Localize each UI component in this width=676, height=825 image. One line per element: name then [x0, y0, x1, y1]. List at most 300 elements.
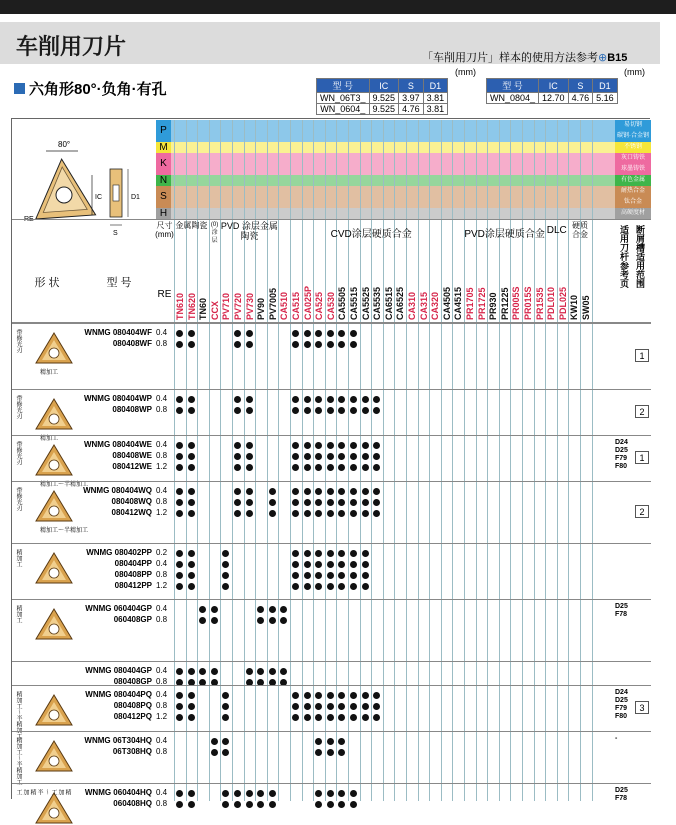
- availability-mark: [222, 737, 229, 748]
- dlc-header: DLC: [546, 225, 567, 236]
- top-bar: [0, 0, 676, 14]
- stock-dot-icon: [234, 464, 241, 471]
- availability-mark: [269, 800, 276, 811]
- stock-dot-icon: [362, 407, 369, 414]
- dim-header: S: [399, 79, 424, 93]
- stock-dot-icon: [188, 407, 195, 414]
- holder-header: 适用刀杆参考页: [619, 225, 629, 288]
- dim-row: [317, 104, 448, 115]
- stock-dot-icon: [269, 790, 276, 797]
- availability-mark: [199, 605, 206, 616]
- stock-dot-icon: [338, 330, 345, 337]
- feature-label: 带修光刃: [15, 329, 21, 353]
- availability-mark: [338, 329, 345, 340]
- material-label: 球墨铸铁: [615, 164, 651, 175]
- re-value: 0.8: [156, 701, 168, 710]
- grade-name-pr1705: PR1705: [465, 287, 475, 320]
- re-value: 1.2: [156, 462, 168, 471]
- stock-dot-icon: [234, 510, 241, 517]
- dimension-table-1: [316, 78, 448, 115]
- stock-dot-icon: [327, 692, 334, 699]
- availability-mark: [188, 406, 195, 417]
- material-band-s: [171, 186, 615, 208]
- availability-mark: [327, 800, 334, 811]
- holder-reference: D25 F78: [615, 787, 628, 802]
- dim-cell: 12.70: [539, 93, 569, 104]
- grade-name-ca5525: CA5525: [360, 286, 371, 320]
- re-value: 1.2: [156, 508, 168, 517]
- stock-dot-icon: [362, 396, 369, 403]
- availability-mark: [211, 667, 218, 678]
- reference-note: [422, 49, 627, 65]
- availability-mark: [222, 713, 229, 724]
- availability-mark: [176, 549, 183, 560]
- stock-dot-icon: [188, 714, 195, 721]
- availability-mark: [362, 487, 369, 498]
- availability-mark: [176, 487, 183, 498]
- stock-dot-icon: [362, 550, 369, 557]
- stock-dot-icon: [292, 703, 299, 710]
- stock-dot-icon: [176, 703, 183, 710]
- stock-dot-icon: [350, 453, 357, 460]
- availability-mark: [211, 605, 218, 616]
- iso-letter-s: S: [156, 186, 171, 208]
- grade-name-ca4515: CA4515: [453, 286, 464, 320]
- availability-mark: [373, 452, 380, 463]
- feature-label: 精加工～半精加工: [15, 691, 21, 739]
- availability-mark: [327, 571, 334, 582]
- stock-dot-icon: [338, 692, 345, 699]
- stock-dot-icon: [292, 499, 299, 506]
- availability-mark: [338, 549, 345, 560]
- dim-header: 型 号: [487, 79, 539, 93]
- availability-mark: [304, 395, 311, 406]
- cbn-header: (0) 涂层: [210, 222, 219, 244]
- stock-dot-icon: [362, 499, 369, 506]
- range-badge[interactable]: 3: [635, 701, 649, 714]
- availability-mark: [362, 406, 369, 417]
- stock-dot-icon: [338, 583, 345, 590]
- availability-mark: [234, 395, 241, 406]
- re-value: 0.8: [156, 497, 168, 506]
- availability-mark: [315, 702, 322, 713]
- dim-row: [317, 93, 448, 104]
- stock-dot-icon: [350, 703, 357, 710]
- stock-dot-icon: [269, 499, 276, 506]
- model-code: WNMG 080404WQ: [83, 486, 152, 495]
- grade-name-ca5515: CA5515: [349, 286, 359, 320]
- availability-mark: [350, 441, 357, 452]
- availability-mark: [246, 487, 253, 498]
- material-label: 钛合金: [615, 197, 651, 208]
- availability-mark: [246, 441, 253, 452]
- stock-dot-icon: [234, 330, 241, 337]
- availability-mark: [362, 452, 369, 463]
- dim-cell: WN_0804_: [487, 93, 539, 104]
- availability-mark: [222, 571, 229, 582]
- stock-dot-icon: [327, 790, 334, 797]
- stock-dot-icon: [188, 396, 195, 403]
- grade-name-pr005s: PR005S: [511, 286, 522, 320]
- stock-dot-icon: [304, 341, 311, 348]
- re-value: 0.4: [156, 604, 168, 613]
- availability-mark: [373, 691, 380, 702]
- stock-dot-icon: [176, 550, 183, 557]
- stock-dot-icon: [338, 749, 345, 756]
- stock-dot-icon: [211, 738, 218, 745]
- dim-header: IC: [369, 79, 399, 93]
- availability-mark: [304, 452, 311, 463]
- stock-dot-icon: [327, 801, 334, 808]
- availability-mark: [188, 691, 195, 702]
- availability-mark: [292, 560, 299, 571]
- re-value: 0.4: [156, 559, 168, 568]
- stock-dot-icon: [327, 453, 334, 460]
- stock-dot-icon: [373, 499, 380, 506]
- availability-mark: [269, 487, 276, 498]
- stock-dot-icon: [246, 330, 253, 337]
- grade-name-ca025p: CA025P: [302, 285, 313, 320]
- iso-letter-p: P: [156, 120, 171, 142]
- availability-mark: [199, 616, 206, 627]
- grade-name-pv720: PV720: [233, 292, 243, 320]
- stock-dot-icon: [188, 550, 195, 557]
- stock-dot-icon: [338, 453, 345, 460]
- availability-mark: [234, 329, 241, 340]
- stock-dot-icon: [304, 453, 311, 460]
- pvd-carbide-header: PVD涂层硬质合金: [464, 229, 545, 240]
- reference-page[interactable]: B15: [607, 52, 628, 64]
- feature-label: 带修光刃: [15, 395, 21, 419]
- stock-dot-icon: [257, 617, 264, 624]
- grade-name-pv90: PV90: [256, 297, 267, 320]
- availability-mark: [269, 616, 276, 627]
- cermet-header: 金属陶瓷: [175, 221, 208, 230]
- stock-dot-icon: [338, 442, 345, 449]
- holder-reference: D24 D25 F79 F80: [615, 439, 628, 470]
- stock-dot-icon: [315, 330, 322, 337]
- stock-dot-icon: [350, 550, 357, 557]
- stock-dot-icon: [315, 749, 322, 756]
- availability-mark: [315, 395, 322, 406]
- availability-mark: [280, 616, 287, 627]
- stock-dot-icon: [188, 572, 195, 579]
- insert-shape-icon: [34, 331, 74, 365]
- model-code: 080408WQ: [111, 497, 152, 506]
- availability-mark: [211, 616, 218, 627]
- stock-dot-icon: [176, 464, 183, 471]
- material-band-k: [171, 153, 615, 175]
- holder-reference: -: [615, 735, 618, 742]
- availability-mark: [188, 571, 195, 582]
- stock-dot-icon: [373, 453, 380, 460]
- stock-dot-icon: [222, 801, 229, 808]
- insert-shape-icon: [34, 607, 74, 641]
- re-value: 0.8: [156, 677, 168, 686]
- availability-mark: [304, 441, 311, 452]
- dim-header: D1: [593, 79, 618, 93]
- model-code: 080404PP: [114, 559, 152, 568]
- stock-dot-icon: [292, 488, 299, 495]
- availability-mark: [350, 691, 357, 702]
- stock-dot-icon: [315, 464, 322, 471]
- availability-mark: [222, 582, 229, 593]
- availability-mark: [373, 441, 380, 452]
- stock-dot-icon: [373, 407, 380, 414]
- stock-dot-icon: [304, 464, 311, 471]
- stock-dot-icon: [246, 499, 253, 506]
- stock-dot-icon: [246, 341, 253, 348]
- availability-mark: [176, 800, 183, 811]
- availability-mark: [338, 395, 345, 406]
- availability-mark: [292, 713, 299, 724]
- stock-dot-icon: [211, 617, 218, 624]
- stock-dot-icon: [338, 396, 345, 403]
- material-label: 不锈钢: [615, 142, 651, 153]
- stock-dot-icon: [234, 801, 241, 808]
- insert-shape-icon: [34, 443, 74, 477]
- availability-mark: [234, 340, 241, 351]
- availability-mark: [176, 452, 183, 463]
- grade-name-ca5535: CA5535: [372, 286, 383, 320]
- availability-mark: [315, 340, 322, 351]
- stock-dot-icon: [304, 488, 311, 495]
- stock-dot-icon: [327, 510, 334, 517]
- availability-mark: [176, 667, 183, 678]
- availability-mark: [350, 329, 357, 340]
- availability-mark: [362, 463, 369, 474]
- re-value: 0.4: [156, 690, 168, 699]
- availability-mark: [304, 340, 311, 351]
- stock-dot-icon: [315, 738, 322, 745]
- availability-mark: [234, 441, 241, 452]
- stock-dot-icon: [362, 561, 369, 568]
- pvd-cermet-header: PVD 涂层金属陶瓷: [220, 221, 278, 241]
- dimension-table-2: [486, 78, 618, 104]
- stock-dot-icon: [176, 330, 183, 337]
- availability-mark: [188, 452, 195, 463]
- stock-dot-icon: [350, 510, 357, 517]
- stock-dot-icon: [176, 510, 183, 517]
- stock-dot-icon: [350, 692, 357, 699]
- stock-dot-icon: [176, 453, 183, 460]
- stock-dot-icon: [362, 703, 369, 710]
- availability-mark: [188, 549, 195, 560]
- stock-dot-icon: [222, 738, 229, 745]
- availability-mark: [246, 340, 253, 351]
- stock-dot-icon: [350, 488, 357, 495]
- availability-mark: [269, 605, 276, 616]
- stock-dot-icon: [338, 714, 345, 721]
- stock-dot-icon: [292, 464, 299, 471]
- stock-dot-icon: [362, 464, 369, 471]
- model-code: WNMG 060404GP: [85, 604, 152, 613]
- model-code: 080412PP: [114, 581, 152, 590]
- stock-dot-icon: [362, 488, 369, 495]
- availability-mark: [373, 702, 380, 713]
- availability-mark: [373, 395, 380, 406]
- feature-label: 精加工～半精加工: [15, 737, 21, 785]
- availability-mark: [211, 748, 218, 759]
- stock-dot-icon: [188, 583, 195, 590]
- model-code: 080408PP: [114, 570, 152, 579]
- availability-mark: [176, 560, 183, 571]
- feature-label: 精加工: [15, 549, 21, 567]
- availability-mark: [315, 789, 322, 800]
- stock-dot-icon: [338, 464, 345, 471]
- availability-mark: [327, 487, 334, 498]
- stock-dot-icon: [362, 510, 369, 517]
- s-label: S: [113, 230, 118, 237]
- stock-dot-icon: [188, 499, 195, 506]
- availability-mark: [234, 789, 241, 800]
- stock-dot-icon: [327, 738, 334, 745]
- stock-dot-icon: [234, 488, 241, 495]
- re-value: 0.8: [156, 405, 168, 414]
- re-value: 0.8: [156, 451, 168, 460]
- stock-dot-icon: [269, 801, 276, 808]
- range-badge[interactable]: 2: [635, 405, 649, 418]
- stock-dot-icon: [315, 572, 322, 579]
- stock-dot-icon: [188, 510, 195, 517]
- stock-dot-icon: [315, 499, 322, 506]
- availability-mark: [373, 498, 380, 509]
- stock-dot-icon: [327, 714, 334, 721]
- availability-mark: [257, 605, 264, 616]
- availability-mark: [188, 498, 195, 509]
- feature-label: 精加工～半精加工: [15, 789, 70, 795]
- stock-dot-icon: [350, 583, 357, 590]
- re-value: 0.4: [156, 440, 168, 449]
- stock-dot-icon: [188, 341, 195, 348]
- stock-dot-icon: [338, 341, 345, 348]
- availability-mark: [373, 487, 380, 498]
- grade-name-pdl010: PDL010: [546, 286, 557, 320]
- re-value: 0.8: [156, 570, 168, 579]
- availability-mark: [327, 549, 334, 560]
- availability-mark: [315, 452, 322, 463]
- stock-dot-icon: [327, 703, 334, 710]
- stock-dot-icon: [350, 341, 357, 348]
- stock-dot-icon: [269, 606, 276, 613]
- availability-mark: [222, 560, 229, 571]
- stock-dot-icon: [292, 341, 299, 348]
- arrow-icon: ⊕: [598, 52, 608, 64]
- availability-mark: [176, 329, 183, 340]
- availability-mark: [257, 800, 264, 811]
- availability-mark: [338, 702, 345, 713]
- availability-mark: [315, 549, 322, 560]
- model-code: 060408GP: [113, 615, 152, 624]
- stock-dot-icon: [304, 572, 311, 579]
- stock-dot-icon: [315, 692, 322, 699]
- stock-dot-icon: [304, 692, 311, 699]
- availability-mark: [350, 487, 357, 498]
- re-value: 1.2: [156, 712, 168, 721]
- stock-dot-icon: [292, 442, 299, 449]
- availability-mark: [246, 452, 253, 463]
- availability-mark: [362, 582, 369, 593]
- availability-mark: [327, 498, 334, 509]
- availability-mark: [338, 800, 345, 811]
- stock-dot-icon: [280, 668, 287, 675]
- stock-dot-icon: [199, 606, 206, 613]
- availability-mark: [373, 509, 380, 520]
- availability-mark: [315, 737, 322, 748]
- stock-dot-icon: [211, 749, 218, 756]
- material-band-p: [171, 120, 615, 142]
- material-band-h: [171, 208, 615, 219]
- grade-name-pr015s: PR015S: [523, 286, 533, 320]
- range-badge[interactable]: 1: [635, 349, 649, 362]
- model-code: 080412WE: [112, 462, 152, 471]
- availability-mark: [304, 560, 311, 571]
- availability-mark: [292, 487, 299, 498]
- stock-dot-icon: [373, 464, 380, 471]
- stock-dot-icon: [292, 561, 299, 568]
- grade-name-ca320: CA320: [430, 291, 441, 320]
- stock-dot-icon: [246, 453, 253, 460]
- stock-dot-icon: [350, 442, 357, 449]
- grade-name-ca6525: CA6525: [395, 286, 406, 320]
- availability-mark: [350, 582, 357, 593]
- stock-dot-icon: [315, 583, 322, 590]
- availability-mark: [362, 395, 369, 406]
- stock-dot-icon: [188, 692, 195, 699]
- availability-mark: [327, 340, 334, 351]
- grade-name-ca5505: CA5505: [337, 286, 348, 320]
- availability-mark: [222, 549, 229, 560]
- insert-shape-icon: [34, 693, 74, 727]
- stock-dot-icon: [315, 561, 322, 568]
- availability-mark: [327, 441, 334, 452]
- insert-shape-icon: [34, 489, 74, 523]
- model-code: WNMG 080404PQ: [85, 690, 152, 699]
- availability-mark: [304, 487, 311, 498]
- stock-dot-icon: [304, 396, 311, 403]
- holder-reference: D24 D25 F79 F80: [615, 689, 628, 720]
- availability-mark: [257, 789, 264, 800]
- availability-mark: [304, 463, 311, 474]
- stock-dot-icon: [188, 488, 195, 495]
- availability-mark: [246, 509, 253, 520]
- availability-mark: [362, 571, 369, 582]
- dim-cell: 9.525: [369, 104, 399, 115]
- iso-letter-h: H: [156, 208, 171, 219]
- range-badge[interactable]: 2: [635, 505, 649, 518]
- stock-dot-icon: [188, 453, 195, 460]
- range-badge[interactable]: 1: [635, 451, 649, 464]
- material-label: 耐热合金: [615, 186, 651, 197]
- size-header: 尺寸 (mm): [155, 221, 174, 239]
- stock-dot-icon: [350, 714, 357, 721]
- dim-cell: 5.16: [593, 93, 618, 104]
- dim-cell: 4.76: [399, 104, 424, 115]
- availability-mark: [280, 605, 287, 616]
- availability-mark: [350, 702, 357, 713]
- re-value: 0.8: [156, 615, 168, 624]
- availability-mark: [304, 329, 311, 340]
- availability-mark: [338, 737, 345, 748]
- stock-dot-icon: [234, 341, 241, 348]
- availability-mark: [188, 582, 195, 593]
- stock-dot-icon: [176, 499, 183, 506]
- stock-dot-icon: [176, 714, 183, 721]
- availability-mark: [362, 549, 369, 560]
- availability-mark: [338, 560, 345, 571]
- re-value: 0.4: [156, 666, 168, 675]
- stock-dot-icon: [188, 703, 195, 710]
